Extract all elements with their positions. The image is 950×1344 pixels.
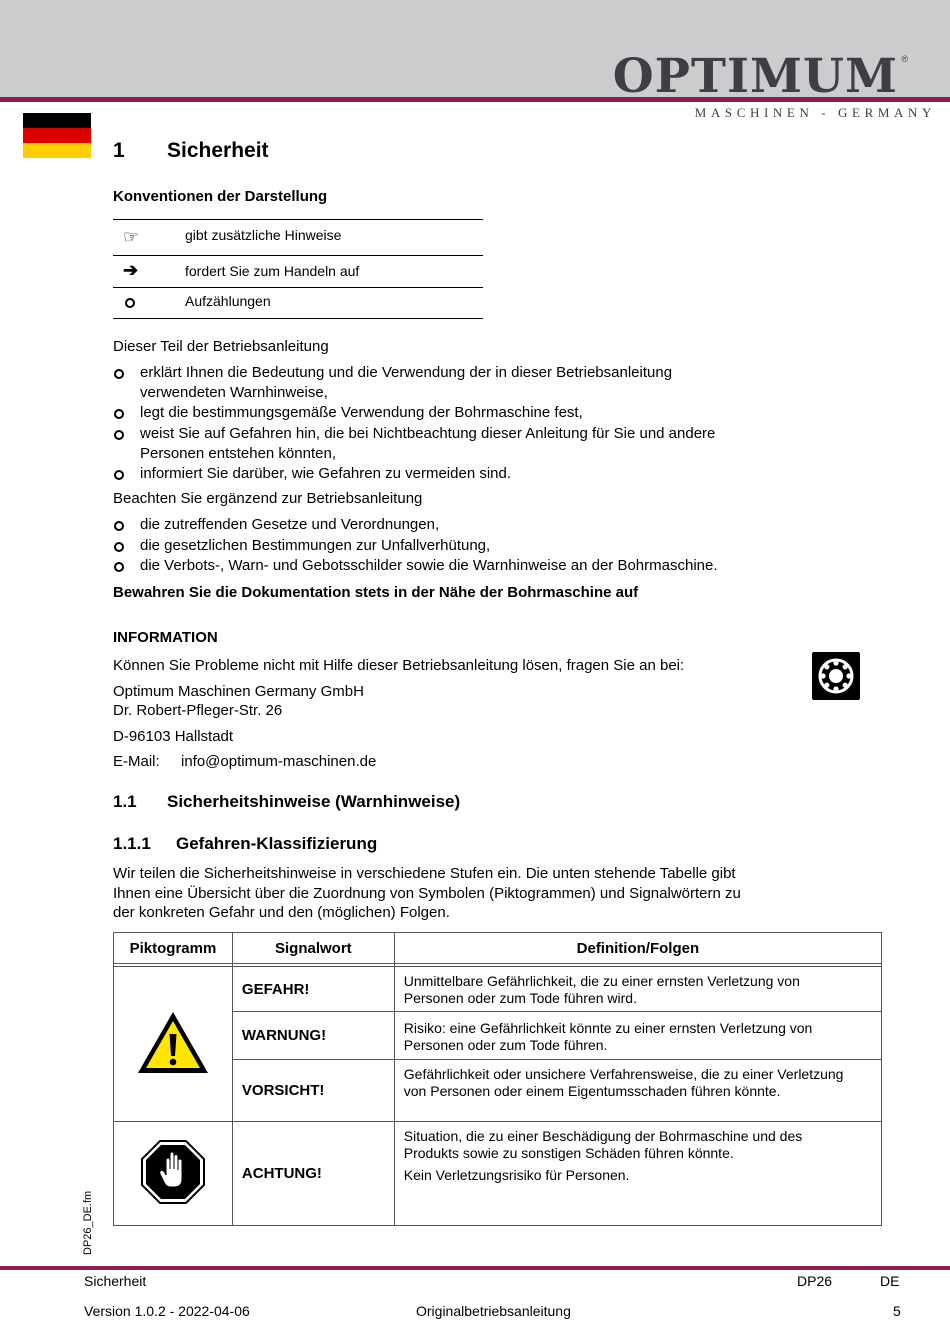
documentation-note: Bewahren Sie die Dokumentation stets in der Nähe der Bohrmaschine auf: [113, 584, 639, 601]
footer-version: Version 1.0.2 - 2022-04-06: [84, 1303, 250, 1319]
convention-row: [113, 287, 483, 319]
bullet-circle-icon: [114, 542, 124, 552]
convention-text: Aufzählungen: [185, 293, 271, 309]
logo-subtitle: MASCHINEN - GERMANY: [694, 105, 936, 120]
convention-row: [113, 255, 483, 287]
definition: Risiko: eine Gefährlichkeit könnte zu einer ernsten Verletzung von Personen oder zum Tode führen.: [394, 1012, 881, 1060]
information-text: Können Sie Probleme nicht mit Hilfe dieser Betriebsanleitung lösen, fragen Sie an bei:: [113, 657, 685, 674]
email-link[interactable]: info@optimum-maschinen.de: [181, 753, 377, 770]
table-row: [114, 1122, 882, 1226]
convention-text: gibt zusätzliche Hinweise: [185, 227, 342, 243]
footer-rule: [0, 1266, 950, 1270]
warning-triangle-icon: [135, 1009, 211, 1077]
bullet-circle-icon: [114, 521, 124, 531]
arrow-right-icon: ➔: [123, 260, 139, 280]
bullet-circle-icon: [114, 430, 124, 440]
company-name: Optimum Maschinen Germany GmbH: [113, 683, 364, 700]
footer-doc-type: Originalbetriebsanleitung: [416, 1303, 571, 1319]
footer-section: Sicherheit: [84, 1273, 147, 1289]
column-header-signal-word: Signalwort: [232, 933, 394, 964]
definition: Gefährlichkeit oder unsichere Verfahrensweise, die zu einer Verletzung von Personen oder einem Eigentumsschaden führen könnte.: [394, 1060, 881, 1122]
stop-pictogram-cell: [114, 1122, 233, 1226]
hazard-classification-table: [113, 932, 882, 1226]
conventions-table: [113, 219, 483, 319]
intro-lead2: Beachten Sie ergänzend zur Betriebsanleitung: [113, 490, 423, 507]
bullet-circle-icon: [114, 562, 124, 572]
section-number: 1: [113, 139, 125, 162]
footer-language: DE: [880, 1273, 900, 1289]
signal-word: VORSICHT!: [232, 1060, 394, 1122]
bullet-circle-icon: [114, 409, 124, 419]
subsubsection-title: Gefahren-Klassifizierung: [176, 834, 378, 853]
file-label: DP26_DE.fm: [82, 1190, 94, 1255]
logo-wordmark: OPTIMUM: [612, 49, 898, 104]
convention-text: fordert Sie zum Handeln auf: [185, 263, 360, 279]
classification-paragraph-line: Ihnen eine Übersicht über die Zuordnung von Symbolen (Piktogrammen) und Signalwörtern zu: [113, 884, 741, 902]
column-header-pictogram: Piktogramm: [114, 933, 233, 964]
telephone-icon: [812, 652, 860, 700]
bullet-circle-icon: [114, 369, 124, 379]
conventions-heading: Konventionen der Darstellung: [113, 188, 328, 205]
intro-lead: Dieser Teil der Betriebsanleitung: [113, 338, 329, 355]
registered-mark: ®: [901, 54, 908, 64]
bullet-circle-icon: [125, 298, 135, 308]
optimum-logo: [612, 49, 908, 104]
subsection-number: 1.1: [113, 792, 137, 811]
column-header-definition: Definition/Folgen: [394, 933, 881, 964]
company-street: Dr. Robert-Pfleger-Str. 26: [113, 702, 283, 719]
warning-pictogram-cell: [114, 967, 233, 1122]
convention-row: [113, 219, 483, 255]
subsubsection-number: 1.1.1: [113, 834, 151, 853]
email-label: E-Mail:: [113, 753, 160, 770]
footer-model: DP26: [797, 1273, 833, 1289]
company-city: D-96103 Hallstadt: [113, 728, 234, 745]
table-row: [114, 967, 882, 1012]
signal-word: GEFAHR!: [232, 967, 394, 1012]
stop-hand-icon: [140, 1139, 206, 1205]
section-title-text: Sicherheit: [167, 139, 269, 162]
german-flag-icon: [23, 113, 91, 158]
section-title: [113, 139, 269, 163]
classification-paragraph-line: Wir teilen die Sicherheitshinweise in verschiedene Stufen ein. Die unten stehende Tabelle gibt: [113, 865, 736, 882]
classification-paragraph-line: der konkreten Gefahr und den (möglichen) Folgen.: [113, 904, 450, 921]
definition: Situation, die zu einer Beschädigung der Bohrmaschine und des Produkts sowie zu sonstigen Schäden führen könnte. Kein Verletzungsrisiko für Personen.: [394, 1122, 881, 1226]
signal-word: WARNUNG!: [232, 1012, 394, 1060]
bullet-circle-icon: [114, 470, 124, 480]
information-heading: INFORMATION: [113, 629, 218, 646]
page-number: 5: [893, 1303, 901, 1319]
subsection-title: Sicherheitshinweise (Warnhinweise): [167, 792, 461, 811]
definition: Unmittelbare Gefährlichkeit, die zu einer ernsten Verletzung von Personen oder zum Tode führen wird.: [394, 967, 881, 1012]
pointing-hand-icon: ☞: [123, 227, 140, 247]
signal-word: ACHTUNG!: [232, 1122, 394, 1226]
